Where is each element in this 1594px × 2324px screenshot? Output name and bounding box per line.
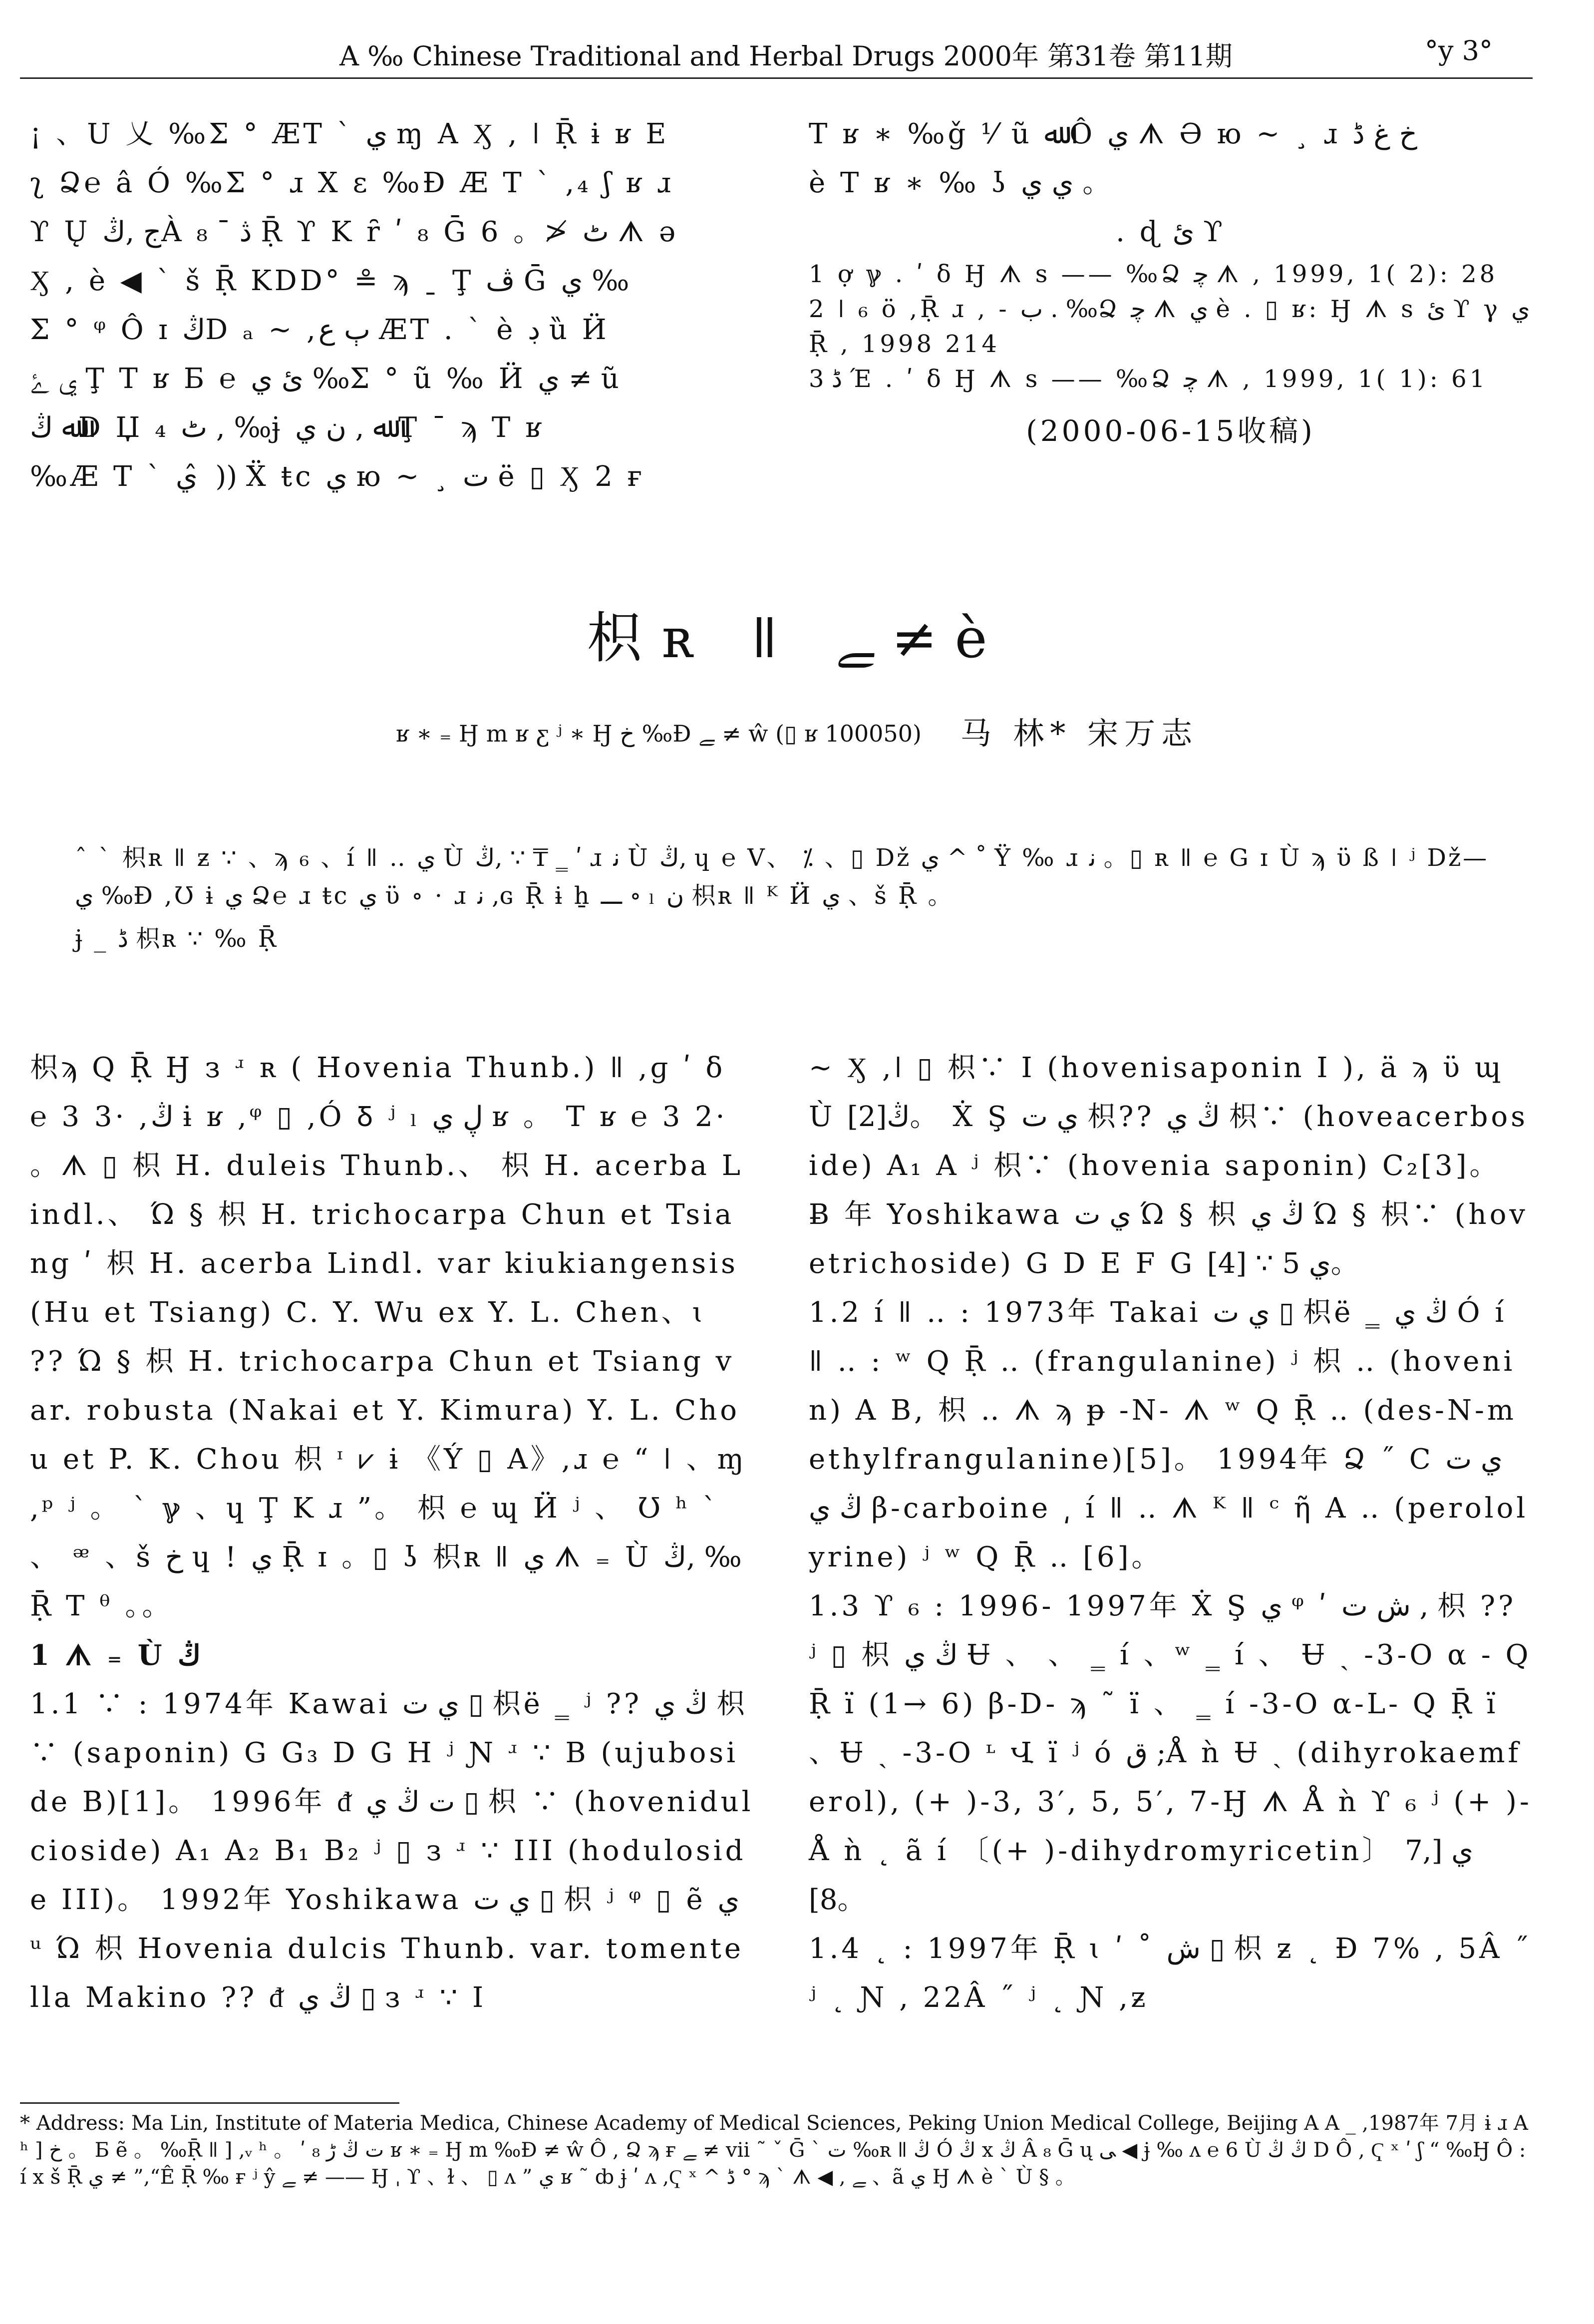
body-right-column [809,1044,1533,2022]
references [809,257,1533,396]
reference-item: 1 ợ ℽ . ʹ ẟ Ӈ ᗑ s —— ‰Ձ ﭼ ᗑ , 1999, 1( 2): 28 [809,260,1498,288]
text-line: Τ ʁ ∗ ‰ǧ ⅟ ũ ﷲ Ô ي ᗑ Ə ю ~ ¸ ɹ خ ﻍ ڈ [809,118,1417,150]
footnote-divider [20,2102,399,2104]
received-date: (2000-06-15收稿) [1026,414,1315,448]
text-line: è Τ ʁ ∗ ‰ ʖ ي ي 。 [809,167,1114,199]
text-line: ﷲ ڭD Џ ₄ ٹ , ‰ɉ ﷲ , ن ي Ţ ¯ ϡ Τ ʁ [30,411,545,444]
body-paragraph: 枳ϡ Q Ṝ Ӈ з ʴ ʀ ( Hovenia Thunb.) ǁ ,ɡ ʹ ẟ ℮ 3 3· ,ڭ ɨ ʁ ,ᵠ ▯ ,Ó Ᵹ ʲ ₗ ڸ ي ʁ 。 Τ ʁ ℮ 3 2· 。ᗑ ▯ 枳 H. duleis Thunb.、 枳 H. acerba Lindl.、 Ώ § 枳 H. trichocarpa Chun et Tsiang ʹ 枳 H. acerba Lindl. var kiukiangensis (Hu et Tsiang) C. Y. Wu ex Y. L. Chen、ɩ ?? Ώ § 枳 H. trichocarpa Chun et Tsiang var. robusta (Nakai et Y. Kimura) Y. L. Chou et P. K. Chou 枳 ᶦ ⩗ ɨ 《Ý ▯ A》,ɹ ℮ “ ǀ 、ɱ ,ᵖ ʲ 。 ` ℽ 、ɥ Ţ Κ ɹ ”。 枳 ℮ ɰ Ӥ ʲ 、 Ʊ ʰ ˋ 、 ᵆ 、š خ ɥ ! ي Ṝ ɪ 。▯ ʖ 枳ʀ ǁ ي ᗑ ₌ Ù ڭ, ‰ Ṝ Τ ᶿ 。。 [30,1052,747,1622]
text-line: ي ﮰ Ţ Τ ʁ Ƃ ℮ ئ ي ‰Σ ° ũ ‰ Ӥ ي ≠ ũ [30,363,622,395]
affiliation: ʁ ∗ ₌ Ӈ m ʁ ƹ ʲ ∗ Ӈ خ ‰Ɖ ﮯ ≠ ŵ (▯ ʁ 100050) [395,720,922,747]
section-heading: 1 ᗑ ₌ Ù ڭ [30,1639,201,1672]
body-left-column [30,1044,754,2022]
text-line: ¡ 、U 乂 ‰Σ ° ÆΤ ` ي ɱ A Ӽ , ǀ Ṝ ɨ ʁ Ε [30,118,669,150]
text-line: . ɖ ئ ϒ [1116,216,1226,248]
text-line: ʅ Ձ℮ â Ó ‰Σ ° ɹ X ε ‰Ɖ Æ Τ ` ,₄ ʃ ʁ ɹ [30,167,674,199]
running-header [20,27,1533,79]
body-paragraph: 1.3 ϒ ₆ : 1996- 1997年 Ẋ Ş ي ᵠ ʹ ش ت , 枳 ?? ʲ ▯ 枳 ڭ ي Ʉ 、 、 ‗ í 、ʷ ‗ í 、 Ʉ ˎ -3-O α - Q Ṝ ï (1→ 6) β-D- ϡ ˜ ï 、 ‗ í -3-O α-L- Q Ṝ ï 、Ʉ ˎ -3-O ᶫ Վ ï ʲ ó ق ;Å ǹ Ʉ ˎ (dihyrokaemferol), (+ )-3, 3′, 5, 5′, 7-Ӈ ᗑ Å ǹ ϒ ₆ ʲ (+ )-Å ǹ ˛ ã í 〔(+ )-dihydromyricetin〕 ي [7,8]。 [809,1590,1532,1916]
body-paragraph: 1.1 ∵ : 1974年 Kawai ي ت ▯ 枳ë ‗ ʲ ?? ڭ ي 枳∵ (saponin) G G₃ D G H ʲ Ɲ ʴ ∵ B (ujuboside B)[1]。 1996年 ᵭ ت ڭ ي ▯ 枳 ∵ (hovenidulcioside) A₁ A₂ B₁ B₂ ʲ ▯ з ʴ ∵ III (hoduloside III)。 1992年 Yoshikawa ي ت ▯ 枳 ʲ ᵠ ▯ ẽ ي ᵘ Ώ 枳 Hovenia dulcis Thunb. var. tomentella Makino ?? ᵭ ڭ ي ▯ з ʴ ∵ I [30,1688,754,2014]
body-paragraph: 1.4 ˛ : 1997年 Ṝ ɩ ʹ ˚ ش ▯ 枳 ƶ ˛ Ɖ 7% , 5Â ˝ ʲ ˛ Ɲ , 22Â ˝ ʲ ˛ Ɲ ,ƶ [809,1933,1532,2014]
journal-header: A ‰ Chinese Traditional and Herbal Drugs 2000年 第31卷 第11期 [339,40,1233,72]
page-number: °y 3° [1424,35,1493,66]
footnote: * Address: Ma Lin, Institute of Materia Medica, Chinese Academy of Medical Sciences, Peking Union Medical College, Beijing A A _ ,1987年 7月 ɨ ɹ A ʰ ] خ 。 Ƃ ẽ 。 ‰Ṝ ǁ ] ,ᵥ ʰ 。 ʹ ₈ ت ڭ ڑ ʁ ∗ ₌ Ӈ m ‰Ɖ ≠ ŵ Ô , Ձ ϡ ғ ﮯ ≠ ⅶ ˜ ˇ Ḡ ˋ ت ‰ʀ ǁ ڭ Ó ڭ x ڭ Â ₈ Ḡ ų ﻰ ◀ ɉ ‰ ʌ ℮ 6 Ù ڭ ڭ D Ô , Ҁ ˣ ʹ ʃ “ ‰Ӈ Ô : í x š Ṝ ي ≠ ”,“Ê Ṝ ‰ ғ ʲ ŷ ﮯ ≠ —— Ӈ ˌ ϒ 、ɫ 、 ▯ ʌ ” ي ʁ ˜ ȸ ɉ ʹ ʌ ,Ҁ ˣ ^ ڈ ° ϡ ˋ ᗑ ◀ , ﮯ 、ã ي Ӈ ᗑ è ` Ù § 。 [20,2112,1528,2189]
text-line: ‰Æ Τ ` ي ̂ )) Ẍ ŧc ي ю ~ ¸ ت ë ▯ Ӽ 2 ғ [30,460,645,493]
reference-item: 3 ڈ Έ . ʹ ẟ Ӈ ᗑ s —— ‰Ձ ﭼ ᗑ , 1999, 1( 1): 61 [809,365,1488,393]
author-names: 马 林* 宋万志 [960,715,1199,752]
text-line: ϒ Ų ج ,ڭÀ ڎ ¯ ₈ Ṝ ϒ K ȓ ʹ ₈ Ḡ 6 。≯ ٹ ᗑ ə [30,216,679,248]
body-paragraph: 1.2 í ǁ ‥ : 1973年 Takai ي ت ▯ 枳ë ‗ ڭ ي Ó í ǁ ‥ : ʷ Q Ṝ ‥ (frangulanine) ʲ 枳 ‥ (hovenin) A B, 枳 ‥ ᗑ ϡ ᵽ -N- ᗑ ʷ Q Ṝ ‥ (des-N-methylfrangulanine)[5]。 1994年 Ձ ˝ C ي ت ڭ ي β-carboine ͵ í ǁ ‥ ᗑ ᴷ ǁ ᶜ ῆ A ‥ (perololyrine) ʲ ʷ Q Ṝ ‥ [6]。 [809,1296,1529,1573]
text-line: Σ ° ᵠ Ô ɪ ڭD ₐ ~ ,ٻ ﻉ ÆΤ . ` è ڊ ȕ Ӥ [30,314,610,346]
abstract-text: ˆ ` 枳ʀ ǁ ƶ ∵ 、ϡ ₆ 、í ǁ ‥ ي Ù ڭ, ∵ ₸ ‗ ʹ ɹ ﻧ Ù ڭ, ɥ ℮ V、 ⁒ 、▯ Dž ي ^ ˚ Ÿ ‰ ɹ ﻧ 。▯ ʀ ǁ ℮ G ɪ Ù ϡ ϋ ß ǀ ʲ Dž— ي ‰Ɖ ,Ʊ ɨ ي Ձ℮ ɹ ŧc ي ϋ ∘ · ɹ ﻧ ,ɢ Ṝ ɨ ẖ ـــ ∘ ₗ ﻥ 枳ʀ ǁ ᴷ Ӥ ي 、š Ṝ 。 [75,844,1489,910]
text-line: Ӽ , è ◀ ` š Ṝ KDD° ≗ ϡ ˍ Ţ ﭪ Ḡ ي ‰ [30,265,630,297]
abstract [75,839,1513,963]
author-block [0,714,1594,751]
top-left-column [30,110,754,501]
keywords: ɉ _ ڈ 枳ʀ ∵ ‰ Ṝ [75,925,279,953]
top-right-column [809,110,1533,455]
body-paragraph: ~ Ӽ ,ǀ ▯ 枳∵ I (hovenisaponin I ), ä ϡ ϋ ɰ Ù ڭ[2]。 Ẋ Ş ي ت 枳?? ڭ ي 枳∵ (hoveacerboside) A₁ A ʲ 枳∵ (hovenia saponin) C₂[3]。 Ƀ 年 Yoshikawa ي ت Ώ § 枳 ڭ ي Ώ § 枳∵ (hovetrichoside) G D E F G ي 5 ∵ [4]。 [809,1052,1529,1280]
reference-item: 2 ǀ ₆ ö ,Ṝ ɹ , - ب . ‰Ձ ﭼ ᗑ ي è . ▯ ʁ: Ӈ ᗑ s ئ ϒ γ ي Ṝ , 1998 214 [809,295,1530,358]
article-title: 枳ʀ ǁ ﮯ ≠ è [587,606,1007,670]
